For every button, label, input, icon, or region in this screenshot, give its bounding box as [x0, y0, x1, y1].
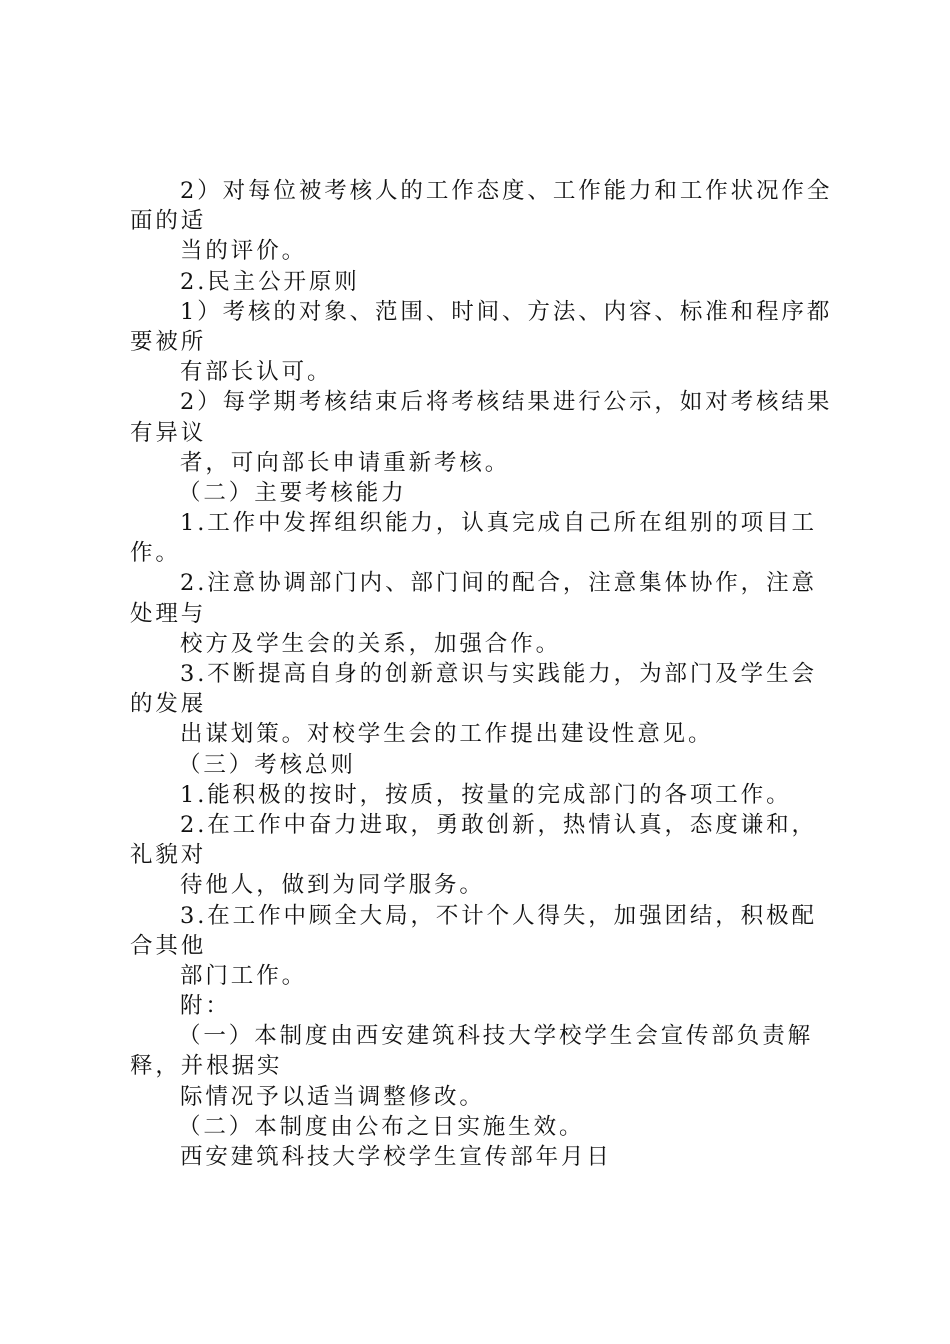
text-line: 1.工作中发挥组织能力，认真完成自己所在组别的项目工	[180, 510, 817, 537]
text-line: 要被所	[130, 328, 207, 355]
text-line: 礼貌对	[130, 842, 207, 869]
section-heading: 2.民主公开原则	[180, 268, 360, 295]
text-line: （一）本制度由西安建筑科技大学校学生会宣传部负责解	[178, 1023, 814, 1050]
appendix-heading: 附：	[180, 993, 231, 1020]
text-line: 处理与	[130, 600, 207, 627]
signature-line: 西安建筑科技大学校学生宣传部年月日	[180, 1144, 612, 1170]
document-body	[130, 176, 833, 1172]
text-line: 的发展	[130, 691, 207, 718]
text-line: 1）考核的对象、范围、时间、方法、内容、标准和程序都	[180, 298, 833, 325]
text-line: 3.不断提高自身的创新意识与实践能力，为部门及学生会	[180, 661, 817, 687]
text-line: 部门工作。	[180, 962, 308, 989]
text-line: 2）每学期考核结束后将考核结果进行公示，如对考核结果	[180, 389, 833, 416]
text-line: （二）本制度由公布之日实施生效。	[178, 1113, 585, 1140]
text-line: 际情况予以适当调整修改。	[180, 1083, 485, 1110]
text-line: 校方及学生会的关系，加强合作。	[180, 630, 562, 657]
text-line: 有异议	[130, 419, 207, 446]
text-line: 出谋划策。对校学生会的工作提出建设性意见。	[180, 721, 714, 748]
text-line: 作。	[130, 540, 181, 567]
text-line: 2.注意协调部门内、部门间的配合，注意集体协作，注意	[180, 570, 817, 597]
section-heading: （三）考核总则	[178, 751, 356, 778]
text-line: 有部长认可。	[180, 359, 333, 386]
text-line: 当的评价。	[180, 238, 308, 265]
text-line: 合其他	[130, 932, 207, 959]
text-line: 2.在工作中奋力进取，勇敢创新，热情认真，态度谦和，	[180, 811, 817, 838]
text-line: 3.在工作中顾全大局，不计个人得失，加强团结，积极配	[180, 902, 817, 929]
section-heading: （二）主要考核能力	[178, 479, 407, 506]
text-line: 释，并根据实	[130, 1053, 283, 1080]
text-line: 面的适	[130, 208, 207, 235]
text-line: 者，可向部长申请重新考核。	[180, 449, 511, 476]
text-line: 2）对每位被考核人的工作态度、工作能力和工作状况作全	[180, 178, 833, 204]
text-line: 待他人，做到为同学服务。	[180, 872, 485, 899]
text-line: 1.能积极的按时，按质，按量的完成部门的各项工作。	[180, 781, 792, 808]
